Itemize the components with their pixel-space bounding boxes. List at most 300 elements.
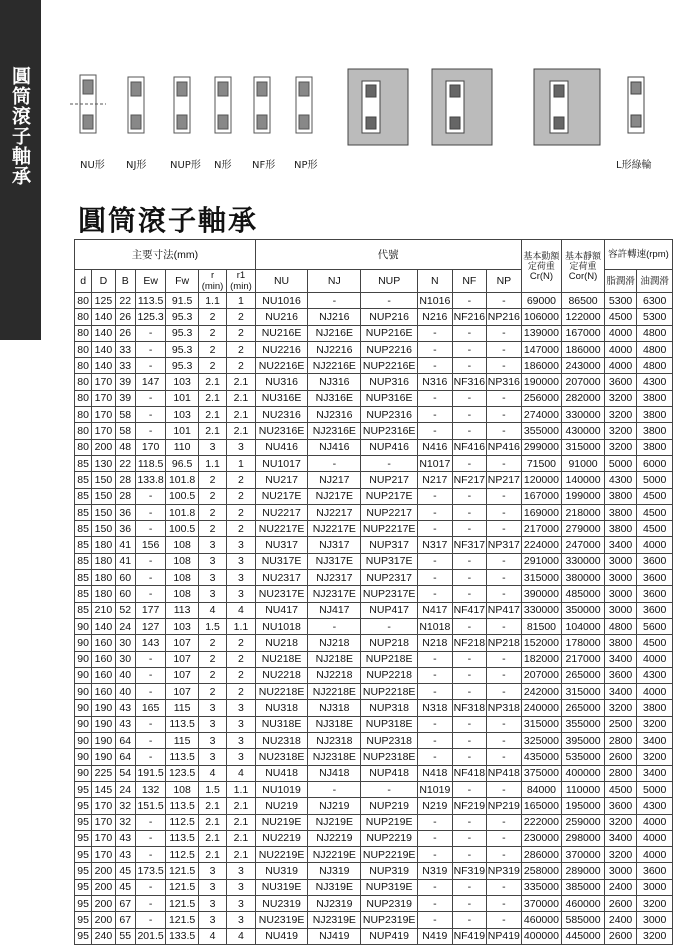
table-cell: 121.5: [166, 895, 198, 911]
spec-table-body: [75, 293, 673, 945]
table-cell: 133.8: [135, 472, 165, 488]
table-cell: 3: [227, 879, 255, 895]
table-cell: -: [135, 407, 165, 423]
table-cell: NU217E: [255, 488, 308, 504]
table-cell: NP419: [487, 928, 522, 944]
table-cell: -: [487, 830, 522, 846]
table-cell: 2: [198, 341, 226, 357]
table-cell: 64: [115, 749, 135, 765]
table-cell: NP317: [487, 537, 522, 553]
table-cell: -: [452, 895, 487, 911]
table-row: [75, 553, 673, 569]
table-cell: NU319E: [255, 879, 308, 895]
table-cell: -: [487, 570, 522, 586]
table-cell: NUP218E: [361, 651, 418, 667]
table-cell: 1: [227, 293, 255, 309]
table-cell: -: [452, 570, 487, 586]
table-cell: 165: [135, 700, 165, 716]
table-cell: -: [308, 618, 361, 634]
table-cell: -: [418, 488, 453, 504]
table-cell: -: [135, 879, 165, 895]
table-cell: NUP2217: [361, 504, 418, 520]
table-row: [75, 733, 673, 749]
table-cell: 140: [92, 325, 115, 341]
table-cell: 2: [198, 309, 226, 325]
table-cell: 160: [92, 684, 115, 700]
table-cell: -: [418, 912, 453, 928]
table-cell: 3200: [604, 700, 636, 716]
col-Fw: Fw: [166, 270, 198, 293]
table-cell: NUP319: [361, 863, 418, 879]
table-cell: -: [452, 830, 487, 846]
table-cell: 115: [166, 733, 198, 749]
table-cell: -: [487, 879, 522, 895]
table-cell: -: [418, 504, 453, 520]
table-cell: 64: [115, 733, 135, 749]
table-cell: -: [452, 912, 487, 928]
table-cell: 30: [115, 651, 135, 667]
table-cell: -: [135, 912, 165, 928]
table-cell: -: [452, 504, 487, 520]
table-cell: -: [487, 521, 522, 537]
table-cell: 3800: [604, 521, 636, 537]
table-cell: N318: [418, 700, 453, 716]
table-cell: 2.1: [227, 390, 255, 406]
table-cell: 199000: [562, 488, 605, 504]
table-cell: 107: [166, 684, 198, 700]
table-cell: NJ2318: [308, 733, 361, 749]
table-row: [75, 781, 673, 797]
col-r: r (min): [198, 270, 226, 293]
table-cell: 2.1: [198, 830, 226, 846]
table-cell: NUP2217E: [361, 521, 418, 537]
table-cell: -: [452, 749, 487, 765]
table-cell: NU419: [255, 928, 308, 944]
table-cell: 225: [92, 765, 115, 781]
table-cell: 108: [166, 586, 198, 602]
table-cell: 110000: [562, 781, 605, 797]
table-cell: NF218: [452, 635, 487, 651]
table-cell: NU2217: [255, 504, 308, 520]
table-cell: 200: [92, 863, 115, 879]
table-cell: NUP216E: [361, 325, 418, 341]
table-cell: 133.5: [166, 928, 198, 944]
table-row: [75, 423, 673, 439]
table-cell: 430000: [562, 423, 605, 439]
table-cell: 170: [92, 390, 115, 406]
table-cell: 1: [227, 455, 255, 471]
table-cell: 3: [227, 586, 255, 602]
table-cell: NJ417: [308, 602, 361, 618]
table-cell: 4800: [637, 341, 673, 357]
table-cell: N316: [418, 374, 453, 390]
table-cell: 315000: [521, 716, 562, 732]
table-cell: -: [135, 749, 165, 765]
table-cell: 3000: [604, 553, 636, 569]
table-cell: 3400: [637, 765, 673, 781]
table-cell: -: [487, 407, 522, 423]
table-cell: 4000: [637, 537, 673, 553]
table-cell: 3000: [604, 863, 636, 879]
table-cell: 2500: [604, 716, 636, 732]
table-cell: 140000: [562, 472, 605, 488]
table-cell: -: [418, 830, 453, 846]
table-cell: -: [487, 358, 522, 374]
table-cell: -: [452, 553, 487, 569]
table-cell: 4000: [604, 358, 636, 374]
table-cell: 6300: [637, 293, 673, 309]
table-cell: 279000: [562, 521, 605, 537]
table-cell: 330000: [562, 553, 605, 569]
table-cell: 32: [115, 814, 135, 830]
table-cell: 3400: [604, 684, 636, 700]
table-cell: 101.8: [166, 472, 198, 488]
table-cell: -: [361, 781, 418, 797]
table-cell: NJ319: [308, 863, 361, 879]
table-cell: 400000: [562, 765, 605, 781]
table-cell: NUP2317: [361, 570, 418, 586]
col-d: d: [75, 270, 92, 293]
table-cell: -: [418, 570, 453, 586]
table-cell: 2: [227, 504, 255, 520]
table-cell: 4300: [637, 798, 673, 814]
table-cell: 169000: [521, 504, 562, 520]
table-cell: -: [135, 651, 165, 667]
table-cell: 150: [92, 504, 115, 520]
table-cell: NJ2319: [308, 895, 361, 911]
table-cell: 3: [227, 439, 255, 455]
table-cell: 36: [115, 521, 135, 537]
table-cell: -: [135, 341, 165, 357]
table-cell: -: [418, 325, 453, 341]
table-cell: 121.5: [166, 912, 198, 928]
table-cell: -: [418, 684, 453, 700]
table-cell: 26: [115, 325, 135, 341]
table-cell: 3800: [637, 390, 673, 406]
table-cell: 4000: [637, 684, 673, 700]
table-cell: -: [418, 749, 453, 765]
table-cell: 90: [75, 635, 92, 651]
table-cell: 200: [92, 879, 115, 895]
table-cell: NU219E: [255, 814, 308, 830]
table-cell: 3200: [637, 749, 673, 765]
table-cell: -: [487, 553, 522, 569]
col-oil: 油潤滑: [637, 270, 673, 293]
table-cell: 380000: [562, 570, 605, 586]
table-row: [75, 586, 673, 602]
table-cell: NUP216: [361, 309, 418, 325]
table-cell: 200: [92, 895, 115, 911]
table-cell: 113: [166, 602, 198, 618]
table-cell: 33: [115, 358, 135, 374]
table-cell: NF419: [452, 928, 487, 944]
table-cell: 370000: [521, 895, 562, 911]
table-row: [75, 895, 673, 911]
table-cell: 85: [75, 553, 92, 569]
table-cell: NU2217E: [255, 521, 308, 537]
table-cell: NJ2316: [308, 407, 361, 423]
table-cell: 85: [75, 455, 92, 471]
table-cell: 85: [75, 472, 92, 488]
table-cell: 106000: [521, 309, 562, 325]
table-cell: 4500: [637, 504, 673, 520]
table-cell: 85: [75, 504, 92, 520]
table-cell: 2: [227, 521, 255, 537]
table-cell: 5000: [637, 472, 673, 488]
table-cell: 170: [92, 798, 115, 814]
table-cell: NF319: [452, 863, 487, 879]
table-cell: -: [452, 814, 487, 830]
table-cell: -: [452, 390, 487, 406]
diagram-label-nup: NUP形: [170, 160, 201, 171]
table-cell: 4800: [604, 618, 636, 634]
table-cell: 2: [198, 521, 226, 537]
table-cell: 24: [115, 618, 135, 634]
table-cell: 90: [75, 716, 92, 732]
table-cell: 485000: [562, 586, 605, 602]
sidebar: [0, 0, 41, 340]
table-cell: 71500: [521, 455, 562, 471]
table-cell: -: [308, 293, 361, 309]
table-cell: 45: [115, 879, 135, 895]
table-cell: -: [487, 423, 522, 439]
table-cell: 140: [92, 341, 115, 357]
table-cell: 170: [92, 830, 115, 846]
table-cell: 1.5: [198, 781, 226, 797]
table-cell: NJ2219: [308, 830, 361, 846]
header-cor: Cor(N): [568, 270, 598, 282]
table-cell: 6000: [637, 455, 673, 471]
table-cell: 3200: [637, 928, 673, 944]
table-cell: 100.5: [166, 521, 198, 537]
table-cell: -: [135, 488, 165, 504]
table-cell: NJ2217: [308, 504, 361, 520]
table-cell: 90: [75, 733, 92, 749]
table-cell: N319: [418, 863, 453, 879]
table-cell: 182000: [521, 651, 562, 667]
table-cell: 2: [227, 472, 255, 488]
table-cell: NU418: [255, 765, 308, 781]
table-cell: 2: [227, 325, 255, 341]
table-cell: 170: [92, 814, 115, 830]
table-cell: 2: [227, 635, 255, 651]
table-cell: 2800: [604, 733, 636, 749]
table-cell: 256000: [521, 390, 562, 406]
table-cell: NU218: [255, 635, 308, 651]
table-cell: NU417: [255, 602, 308, 618]
table-cell: 315000: [562, 684, 605, 700]
table-cell: 43: [115, 830, 135, 846]
table-cell: 190: [92, 749, 115, 765]
table-cell: NUP2219E: [361, 847, 418, 863]
table-cell: 350000: [562, 602, 605, 618]
table-cell: 4500: [637, 521, 673, 537]
table-cell: -: [487, 293, 522, 309]
table-cell: 5000: [637, 781, 673, 797]
table-cell: 91.5: [166, 293, 198, 309]
table-cell: 190: [92, 716, 115, 732]
table-cell: NUP217: [361, 472, 418, 488]
table-cell: -: [308, 455, 361, 471]
table-row: [75, 602, 673, 618]
table-cell: NU1017: [255, 455, 308, 471]
table-cell: -: [452, 618, 487, 634]
table-cell: 160: [92, 667, 115, 683]
table-cell: 180: [92, 570, 115, 586]
table-row: [75, 293, 673, 309]
table-cell: 4300: [604, 472, 636, 488]
table-cell: NU2317E: [255, 586, 308, 602]
table-cell: -: [487, 325, 522, 341]
table-cell: 3: [227, 749, 255, 765]
table-cell: 207000: [562, 374, 605, 390]
table-cell: 107: [166, 667, 198, 683]
header-speed: 容許轉速(rpm): [604, 240, 672, 270]
table-cell: 265000: [562, 700, 605, 716]
table-cell: NJ2316E: [308, 423, 361, 439]
table-cell: NU317E: [255, 553, 308, 569]
table-cell: NUP2319: [361, 895, 418, 911]
table-cell: -: [452, 651, 487, 667]
table-cell: 95.3: [166, 309, 198, 325]
table-cell: 286000: [521, 847, 562, 863]
table-cell: 200: [92, 912, 115, 928]
table-cell: NU1016: [255, 293, 308, 309]
table-cell: NF418: [452, 765, 487, 781]
table-cell: NJ2219E: [308, 847, 361, 863]
table-cell: NUP317: [361, 537, 418, 553]
table-cell: NU318: [255, 700, 308, 716]
table-cell: NF316: [452, 374, 487, 390]
table-cell: NJ316E: [308, 390, 361, 406]
table-row: [75, 455, 673, 471]
table-cell: 240000: [521, 700, 562, 716]
table-cell: N1017: [418, 455, 453, 471]
table-cell: 150: [92, 472, 115, 488]
table-cell: 170: [92, 423, 115, 439]
header-dynamic-load-label: 基本動額定荷重: [523, 250, 560, 271]
table-cell: 180: [92, 586, 115, 602]
table-cell: 90: [75, 651, 92, 667]
table-cell: 165000: [521, 798, 562, 814]
table-cell: NJ316: [308, 374, 361, 390]
table-cell: -: [452, 586, 487, 602]
table-cell: NUP2219: [361, 830, 418, 846]
bearing-diagram-drawings: [50, 55, 680, 155]
table-cell: 130: [92, 455, 115, 471]
table-cell: 3: [198, 863, 226, 879]
col-NF: NF: [452, 270, 487, 293]
table-cell: -: [418, 716, 453, 732]
table-cell: 4500: [604, 309, 636, 325]
table-cell: NJ319E: [308, 879, 361, 895]
table-cell: 4300: [637, 667, 673, 683]
table-cell: NP416: [487, 439, 522, 455]
table-cell: NJ317: [308, 537, 361, 553]
table-cell: NU2319: [255, 895, 308, 911]
col-NP: NP: [487, 270, 522, 293]
table-cell: NU2318E: [255, 749, 308, 765]
table-cell: NP316: [487, 374, 522, 390]
table-cell: 242000: [521, 684, 562, 700]
col-r1: r1 (min): [227, 270, 255, 293]
table-cell: NJ419: [308, 928, 361, 944]
table-cell: -: [418, 423, 453, 439]
table-cell: -: [135, 325, 165, 341]
table-cell: 104000: [562, 618, 605, 634]
table-cell: NUP319E: [361, 879, 418, 895]
table-cell: 143: [135, 635, 165, 651]
table-cell: 385000: [562, 879, 605, 895]
table-cell: 4000: [637, 847, 673, 863]
table-cell: 95: [75, 895, 92, 911]
table-cell: -: [361, 293, 418, 309]
table-cell: N418: [418, 765, 453, 781]
table-cell: 2: [227, 358, 255, 374]
table-cell: NF216: [452, 309, 487, 325]
table-cell: 224000: [521, 537, 562, 553]
table-cell: -: [135, 570, 165, 586]
table-cell: 108: [166, 570, 198, 586]
col-NJ: NJ: [308, 270, 361, 293]
table-cell: -: [452, 358, 487, 374]
table-cell: NJ318: [308, 700, 361, 716]
table-cell: 3200: [637, 895, 673, 911]
col-NUP: NUP: [361, 270, 418, 293]
table-cell: 160: [92, 635, 115, 651]
table-row: [75, 504, 673, 520]
table-cell: 125.3: [135, 309, 165, 325]
table-cell: 40: [115, 684, 135, 700]
table-cell: -: [135, 586, 165, 602]
table-cell: NU2318: [255, 733, 308, 749]
table-cell: 107: [166, 635, 198, 651]
table-cell: NP218: [487, 635, 522, 651]
table-cell: 460000: [521, 912, 562, 928]
table-cell: 3800: [637, 439, 673, 455]
table-cell: NU319: [255, 863, 308, 879]
table-cell: 4000: [637, 830, 673, 846]
table-cell: 3400: [604, 537, 636, 553]
table-cell: 170: [92, 847, 115, 863]
table-cell: 3600: [637, 602, 673, 618]
table-cell: 265000: [562, 667, 605, 683]
table-cell: -: [361, 618, 418, 634]
table-cell: N419: [418, 928, 453, 944]
table-cell: 3: [227, 733, 255, 749]
table-cell: 1.1: [198, 293, 226, 309]
table-cell: -: [135, 814, 165, 830]
table-cell: 274000: [521, 407, 562, 423]
table-cell: 289000: [562, 863, 605, 879]
table-cell: 3600: [637, 586, 673, 602]
table-cell: 52: [115, 602, 135, 618]
table-cell: 22: [115, 455, 135, 471]
sidebar-title: 圓筒滾子軸承: [9, 66, 31, 186]
table-cell: 113.5: [166, 830, 198, 846]
table-cell: 2.1: [227, 374, 255, 390]
table-cell: 2: [198, 651, 226, 667]
table-row: [75, 537, 673, 553]
table-cell: 95.3: [166, 341, 198, 357]
header-codes: 代號: [255, 240, 521, 270]
table-cell: 2: [227, 667, 255, 683]
table-cell: 2.1: [198, 814, 226, 830]
table-cell: 330000: [562, 407, 605, 423]
table-cell: -: [487, 455, 522, 471]
table-cell: 95.3: [166, 358, 198, 374]
table-cell: 2.1: [227, 847, 255, 863]
